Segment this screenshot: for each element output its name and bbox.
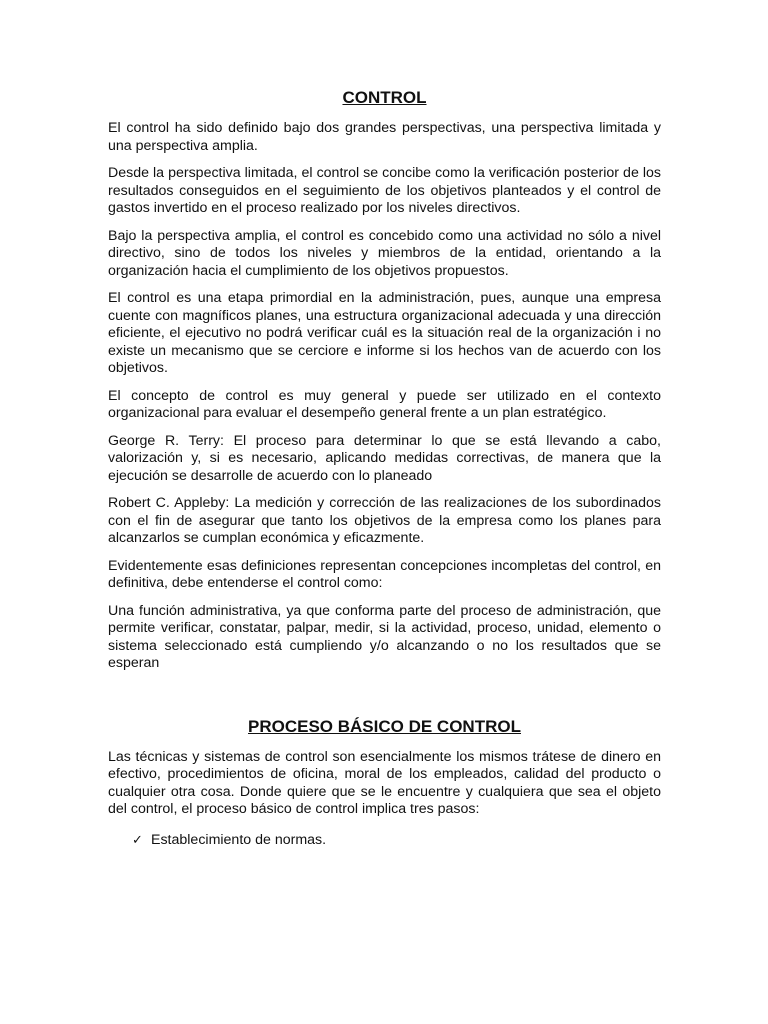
paragraph: Una función administrativa, ya que conforma parte del proceso de administración, que permite verificar, constatar, palpar, medir, si la actividad, proceso, unidad, elemento o sistema seleccionado está cumpliendo y/o alcanzando o no los resultados que se esperan <box>108 602 661 671</box>
list-item-text: Establecimiento de normas. <box>151 831 327 848</box>
bullet-list <box>108 831 661 850</box>
paragraph: Robert C. Appleby: La medición y corrección de las realizaciones de los subordinados con el fin de asegurar que tanto los objetivos de la empresa como los planes para alcanzarlos se cumplan económica y eficazmente. <box>108 495 661 546</box>
paragraph: El control es una etapa primordial en la administración, pues, aunque una empresa cuente con magníficos planes, una estructura organizacional adecuada y una dirección eficiente, el ejecutivo no podrá verificar cuál es la situación real de la organización i no existe un mecanismo que se cerciore e informe si los hechos van de acuerdo con los objetivos. <box>108 290 661 376</box>
paragraph: Desde la perspectiva limitada, el control se concibe como la verificación posterior de los resultados conseguidos en el seguimiento de los objetivos planteados y el control de gastos invertido en el proceso realizado por los niveles directivos. <box>108 165 661 216</box>
paragraph: Bajo la perspectiva amplia, el control es concebido como una actividad no sólo a nivel directivo, sino de todos los niveles y miembros de la entidad, orientando a la organización hacia el cumplimiento de los objetivos propuestos. <box>108 227 661 279</box>
paragraph: El concepto de control es muy general y puede ser utilizado en el contexto organizacional para evaluar el desempeño general frente a un plan estratégico. <box>108 387 661 421</box>
section-paragraph: Las técnicas y sistemas de control son esencialmente los mismos trátese de dinero en efectivo, procedimientos de oficina, moral de los empleados, calidad del producto o cualquier otra cosa. Donde quiere que se le encuentre y cualquiera que sea el objeto del control, el proceso básico de control implica tres pasos: <box>108 748 661 817</box>
paragraph: Evidentemente esas definiciones representan concepciones incompletas del control, en definitiva, debe entenderse el control como: <box>108 557 661 591</box>
section-title: PROCESO BÁSICO DE CONTROL <box>248 716 521 736</box>
document-title: CONTROL <box>342 88 427 107</box>
document-page <box>108 88 661 849</box>
paragraph: El control ha sido definido bajo dos grandes perspectivas, una perspectiva limitada y una perspectiva amplia. <box>108 120 661 154</box>
paragraph: George R. Terry: El proceso para determinar lo que se está llevando a cabo, valorización y, si es necesario, aplicando medidas correctivas, de manera que la ejecución se desarrolle de acuerdo con lo planeado <box>108 432 661 484</box>
list-item <box>132 831 661 850</box>
check-icon: ✓ <box>132 831 143 847</box>
